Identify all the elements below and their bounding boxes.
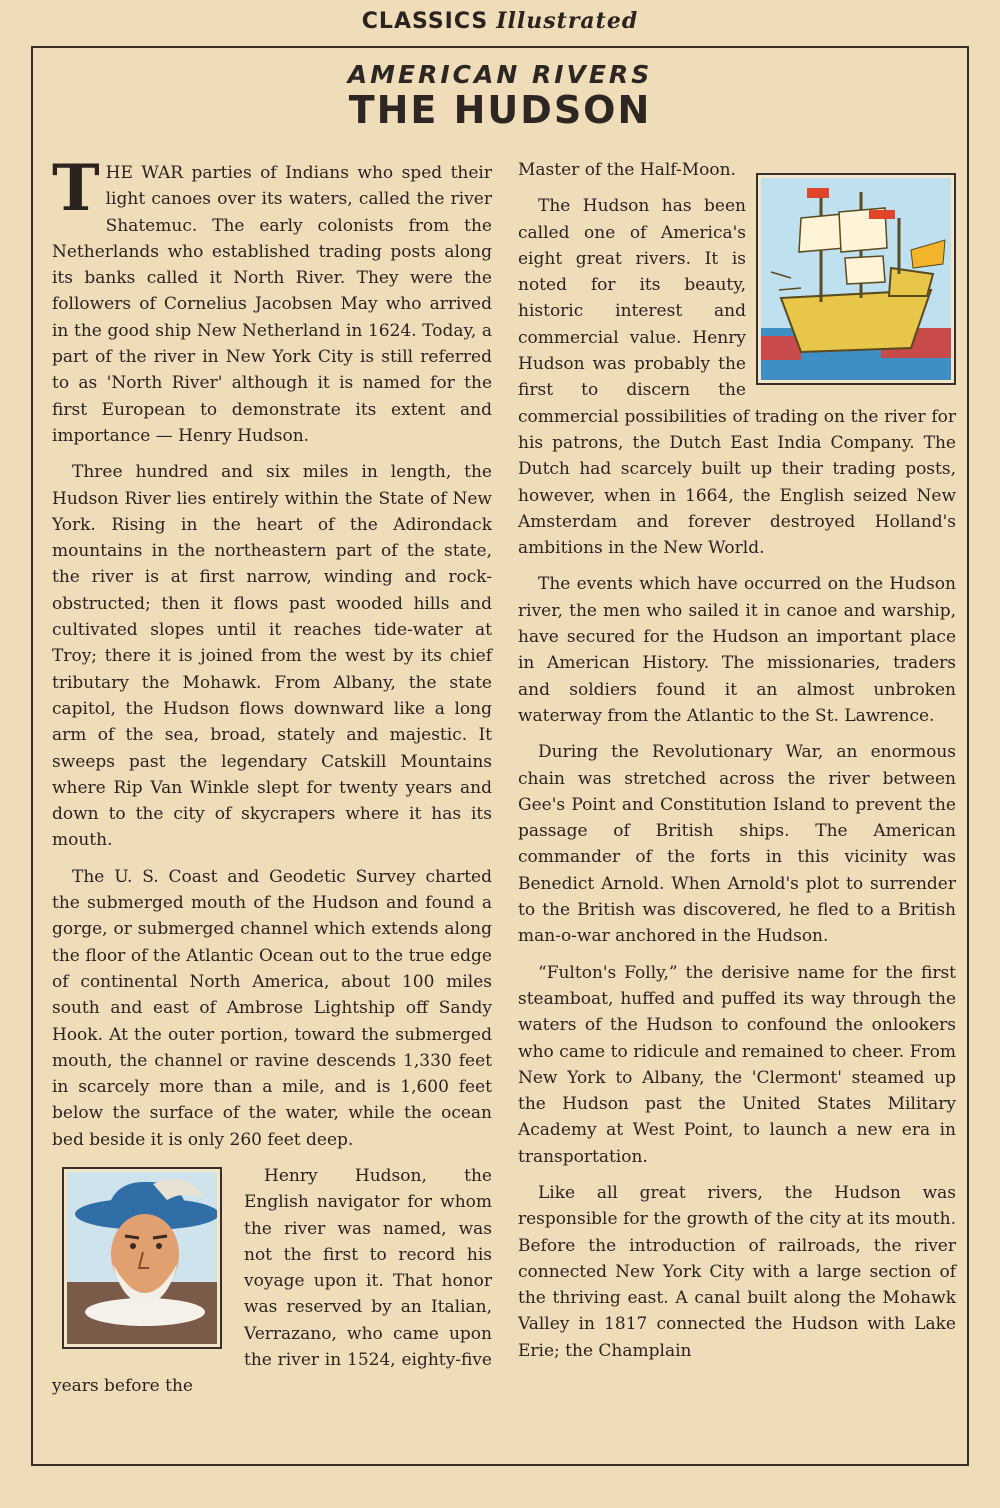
paragraph: During the Revolutionary War, an enormous chain was stretched across the river between Gee's Point and Constitution Island to prevent the passage of British ships. The American commander of the forts in this vicinity was Benedict Arnold. When Arnold's plot to surrender to the British was discovered, he fled to a British man-o-war anchored in the Hudson. xyxy=(518,742,956,947)
paragraph: Master of the Half-Moon. xyxy=(518,160,736,180)
masthead xyxy=(0,8,1000,34)
paragraph xyxy=(52,151,492,449)
paragraph: The events which have occurred on the Hudson river, the men who sailed it in canoe and warship, have secured for the Hudson an important place in American History. The missionaries, traders and soldiers found it an almost unbroken waterway from the Atlantic to the St. Lawrence. xyxy=(518,574,956,726)
ship-illustration-icon xyxy=(761,178,951,380)
henry-hudson-portrait xyxy=(62,1167,222,1349)
masthead-script: Illustrated xyxy=(496,8,639,34)
paragraph: The Hudson has been called one of America's eight great rivers. It is noted for its beauty, historic interest and commercial value. Henry Hudson was probably the first to discern the commercial possibilities of trading on the river for his patrons, the Dutch East India Company. The Dutch had scarcely built up their trading posts, however, when in 1664, the English seized New Amsterdam and forever destroyed Holland's ambitions in the New World. xyxy=(518,196,956,559)
masthead-title: CLASSICS xyxy=(361,9,489,34)
paragraph: Three hundred and six miles in length, the Hudson River lies entirely within the State of New York. Rising in the heart of the Adirondack mountains in the northeastern part of the state, the river is at first narrow, winding and rock-obstructed; then it flows past wooded hills and cultivated slopes until it reaches tide-water at Troy; there it is joined from the west by its chief tributary the Mohawk. From Albany, the state capitol, the Hudson flows downward like a long arm of the sea, broad, stately and majestic. It sweeps past the legendary Catskill Mountains where Rip Van Winkle slept for twenty years and down to the city of skycrapers where it has its mouth. xyxy=(52,462,492,851)
portrait-illustration-icon xyxy=(67,1172,217,1344)
paragraph: Like all great rivers, the Hudson was responsible for the growth of the city at its mouth. Before the introduction of railroads, the river connected New York City with a large section of the thriving east. A canal built along the Mohawk Valley in 1817 connected the Hudson with Lake Erie; the Champlain xyxy=(518,1182,956,1361)
article-kicker: AMERICAN RIVERS xyxy=(347,60,653,89)
drop-cap: T xyxy=(52,151,100,226)
paragraph: Henry Hudson, the English navigator for whom the river was named, was not the first to record his voyage upon it. That honor was reserved by an Italian, Verrazano, who came upon the river in 1524, eighty-five years before the xyxy=(52,1165,492,1397)
paragraph-text: HE WAR parties of Indians who sped their light canoes over its waters, called the river Shatemuc. The early colonists from the Netherlands who established trading posts along its banks called it North River. They were the followers of Cornelius Jacobsen May who arrived in the good ship New Netherland in 1624. Today, a part of the river in New York City is still referred to as 'North River' although it is named for the first European to demonstrate its extent and importance — Henry Hudson. xyxy=(52,163,492,446)
paragraph: “Fulton's Folly,” the derisive name for the first steamboat, huffed and puffed its way through the waters of the Hudson to confound the onlookers who came to ridicule and remained to cheer. From New York to Albany, the 'Clermont' steamed up the Hudson past the United States Military Academy at West Point, to launch a new era in transportation. xyxy=(518,962,956,1167)
paragraph: The U. S. Coast and Geodetic Survey charted the submerged mouth of the Hudson and found a gorge, or submerged channel which extends along the floor of the Atlantic Ocean out to the true edge of continental North America, about 100 miles south and east of Ambrose Lightship off Sandy Hook. At the outer portion, toward the submerged mouth, the channel or ravine descends 1,330 feet in scarcely more than a mile, and is 1,600 feet below the surface of the water, while the ocean bed beside it is only 260 feet deep. xyxy=(52,866,492,1150)
article-title: THE HUDSON xyxy=(348,88,652,132)
left-column xyxy=(52,151,492,1410)
half-moon-ship xyxy=(756,173,956,385)
right-column xyxy=(518,157,956,1374)
